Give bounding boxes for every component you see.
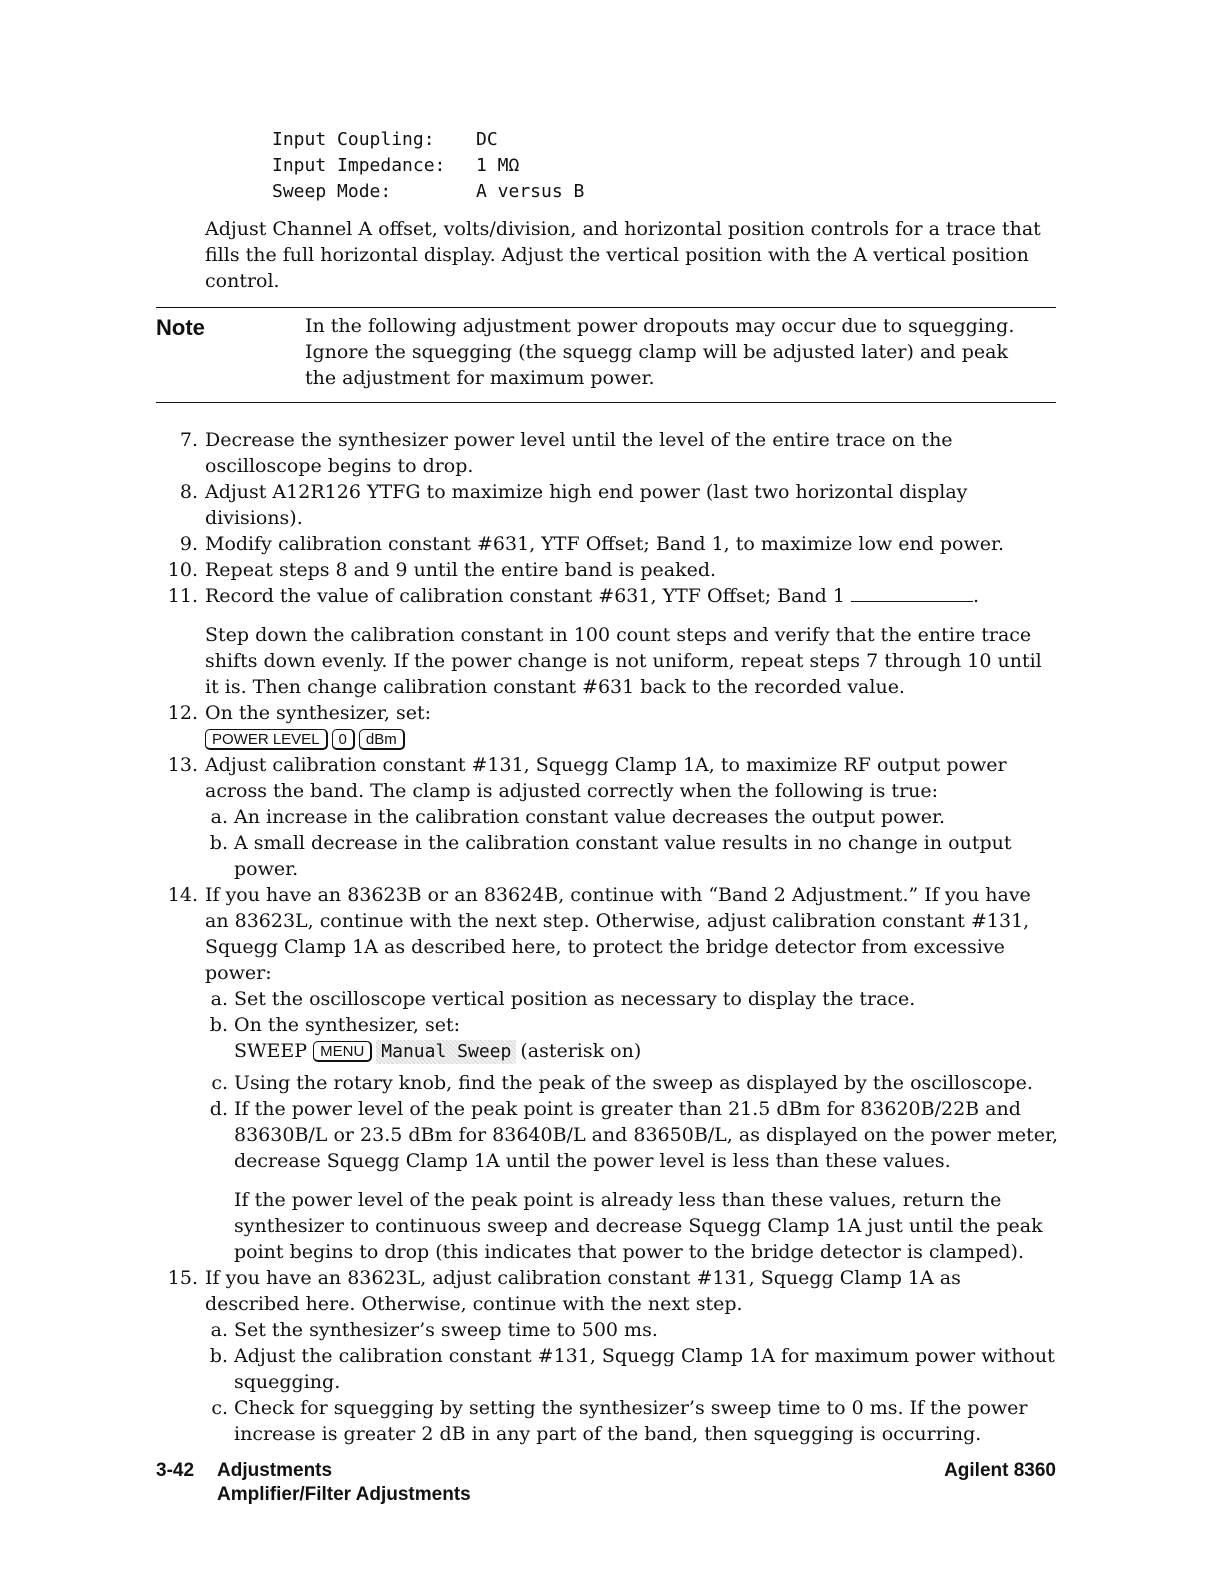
note-text: In the following adjustment power dropouts may occur due to squegging. Ignore the squegging (the squegg clamp will be adjusted later) and peak the adjustment for maximum power. [305,315,1015,389]
step-text: If you have an 83623B or an 83624B, continue with “Band 2 Adjustment.” If you have an 83623L, continue with the next step. Otherwise, adjust calibration constant #131, Squegg Clamp 1A as described here, to protect the bridge detector from excessive power: [205,884,1031,984]
footer-product: Agilent 8360 [944,1460,1056,1481]
sweep-key-sequence [234,1038,1060,1064]
step-10 [160,557,1060,583]
dbm-key[interactable]: dBm [359,729,405,750]
step-14 [160,882,1060,1265]
step-15 [160,1265,1060,1447]
setting-row-sweep-mode [272,179,584,205]
substep-15c: c. Check for squegging by setting the synthesizer’s sweep time to 0 ms. If the power increase is greater 2 dB in any part of the band, then squegging is occurring. [211,1397,1028,1445]
step-text: Modify calibration constant #631, YTF Offset; Band 1, to maximize low end power. [205,533,1005,555]
step-number: 11. [167,585,198,607]
step-number: 12. [167,702,198,724]
step-number: 14. [167,884,198,906]
step-text: Adjust calibration constant #131, Squegg Clamp 1A, to maximize RF output power across the band. The clamp is adjusted correctly when the following is true: [205,754,1007,802]
setting-label: Sweep Mode: [272,181,392,202]
step-text: Repeat steps 8 and 9 until the entire band is peaked. [205,559,717,581]
substep-14b: b. On the synthesizer, set: SWEEP MENU Manual Sweep (asterisk on) [205,1012,1060,1064]
key-sequence [205,726,1060,752]
step-text-end: . [973,585,980,607]
substep-14d: d. If the power level of the peak point is greater than 21.5 dBm for 83620B/22B and 83630B/L or 23.5 dBm for 83640B/L and 83650B/L, as displayed on the power meter, decrease Squegg Clamp 1A until the power level is less than these values. [209,1098,1059,1172]
step-paragraph: Step down the calibration constant in 100 count steps and verify that the entire trace shifts down evenly. If the power change is not uniform, repeat steps 7 through 10 until it is. Then change calibration constant #631 back to the recorded value. [205,624,1042,698]
step-13 [160,752,1060,882]
manual-sweep-softkey[interactable]: Manual Sweep [376,1040,516,1064]
substep-13b: b. A small decrease in the calibration constant value results in no change in output power. [209,832,1012,880]
note-label: Note [156,315,205,340]
footer-subsection: Amplifier/Filter Adjustments [217,1484,471,1505]
substep-14c: c. Using the rotary knob, find the peak of the sweep as displayed by the oscilloscope. [211,1072,1033,1094]
step-text: Adjust A12R126 YTFG to maximize high end power (last two horizontal display divisions). [205,481,968,529]
step-11 [160,583,1060,609]
setting-row-input-coupling [272,127,584,153]
setting-label: Input Coupling: [272,129,435,150]
step-text: If you have an 83623L, adjust calibration constant #131, Squegg Clamp 1A as described here. Otherwise, continue with the next step. [205,1267,961,1315]
step-number: 10. [167,559,198,581]
step-8 [160,479,1060,531]
substep-13a: a. An increase in the calibration constant value decreases the output power. [210,806,946,828]
step-text: Decrease the synthesizer power level until the level of the entire trace on the oscilloscope begins to drop. [205,429,953,477]
step-number: 13. [167,754,198,776]
step-7 [160,427,1060,479]
power-level-key[interactable]: POWER LEVEL [205,729,328,750]
step-number: 9. [179,533,198,555]
sweep-label: SWEEP [234,1040,308,1062]
substep-14d-paragraph: If the power level of the peak point is already less than these values, return the synthesizer to continuous sweep and decrease Squegg Clamp 1A just until the peak point begins to drop (this indicates that power to the bridge detector is clamped). [234,1189,1043,1263]
setting-value: DC [476,129,498,150]
zero-key[interactable]: 0 [332,729,355,750]
setting-label: Input Impedance: [272,155,446,176]
substep-15b: b. Adjust the calibration constant #131, Squegg Clamp 1A for maximum power without squegging. [209,1345,1055,1393]
step-number: 8. [179,481,198,503]
step-number: 15. [167,1267,198,1289]
asterisk-note: (asterisk on) [520,1040,642,1062]
settings-block [272,127,584,205]
step-text: On the synthesizer, set: [205,702,432,724]
substep-15a: a. Set the synthesizer’s sweep time to 500 ms. [210,1319,658,1341]
footer-left [156,1459,471,1507]
step-9 [160,531,1060,557]
menu-key[interactable]: MENU [313,1041,372,1062]
footer-section: Adjustments [217,1460,333,1481]
record-blank-line [851,583,973,602]
note-bottom-rule [156,402,1056,403]
setting-row-input-impedance [272,153,584,179]
step-text: Record the value of calibration constant #631, YTF Offset; Band 1 [205,585,845,607]
substep-14a: a. Set the oscilloscope vertical position as necessary to display the trace. [210,988,916,1010]
setting-value: A versus B [476,181,585,202]
step-number: 7. [179,429,198,451]
step-12 [160,700,1060,752]
setting-value: 1 MΩ [476,155,520,176]
page-number: 3-42 [156,1460,195,1481]
step-11-paragraph [160,622,1060,700]
steps-list [160,427,1060,1447]
adjust-paragraph: Adjust Channel A offset, volts/division, and horizontal position controls for a trace that fills the full horizontal display. Adjust the vertical position with the A vertical position control. [205,218,1041,292]
note-top-rule [156,307,1056,308]
